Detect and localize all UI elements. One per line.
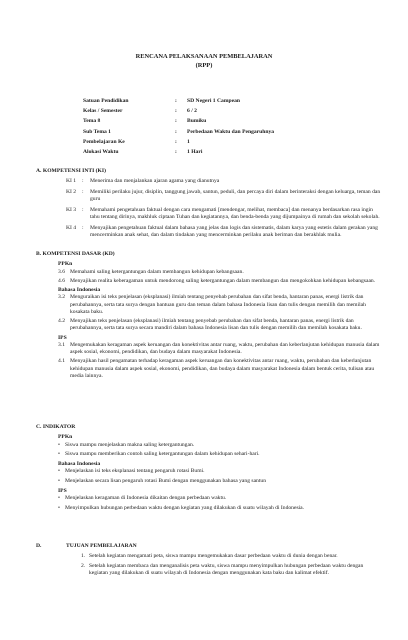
ki-code: KI 2 <box>66 189 77 196</box>
info-row-kelas <box>83 108 367 118</box>
subject-heading: Bahasa Indonesia <box>58 287 101 294</box>
info-value: Perbedaan Waktu dan Pengaruhnya <box>187 128 275 135</box>
kd-item <box>58 358 381 380</box>
ki-text: Menerima dan menjalankan ajaran agama yang dianutnya <box>90 178 220 185</box>
info-colon: : <box>175 128 177 135</box>
info-value: Bumiku <box>187 118 207 125</box>
ki-item <box>66 207 381 222</box>
section-kompetensi-dasar <box>36 251 381 382</box>
info-label: Pembelajaran Ke <box>83 138 125 145</box>
indicator-item <box>58 442 381 449</box>
section-title-text: TUJUAN PEMBELAJARAN <box>66 543 137 549</box>
ki-code: KI 3 <box>66 207 77 214</box>
bullet-icon: • <box>58 478 60 485</box>
info-row-alokasi <box>83 149 367 159</box>
ki-colon: : <box>82 207 84 214</box>
goal-item <box>81 553 381 560</box>
kd-item <box>58 294 381 316</box>
section-indikator <box>36 424 381 515</box>
ki-code: KI 4 <box>66 225 77 232</box>
bullet-icon: • <box>58 495 60 502</box>
kd-item <box>58 318 381 333</box>
kd-text: Menguraikan isi teks penjelasan (eksplanasi) ilmiah tentang penyebab perubahan dan sifat benda, hantaran panas, energi listrik dan perubahannya, serta tata surya dengan bantuan guru dan teman dalam bahasa Indonesia lisan dan tulis dengan memilih dan memilah kosakata baku. <box>70 294 366 315</box>
info-row-subtema <box>83 129 367 139</box>
info-label: Tema 8 <box>83 118 101 125</box>
subject-heading: Bahasa Indonesia <box>58 461 101 468</box>
ki-colon: : <box>82 225 84 232</box>
kd-code: 3.1 <box>58 341 65 348</box>
subject-heading: PPKn <box>58 261 73 268</box>
ki-item <box>66 225 381 240</box>
document-subtitle: (RPP) <box>195 62 213 69</box>
bullet-icon: • <box>58 504 60 511</box>
goal-number: 1. <box>81 553 86 560</box>
kd-text: Menyajikan hasil pengamatan terhadap keragaman aspek keruangan dan konektivitas antar ruang, waktu, perubahan dan keberlanjutan kehidupan manusia dalam aspek sosial, ekonomi, pendidikan, dan budaya dalam masyarakat Indonesia dalam bentuk cerita, tulisan atau media lainnya. <box>70 358 375 379</box>
kd-text: Menyajikan realita keberagaman untuk mendorong saling ketergantungan dalam membangun dan mengokohkan kehidupan kebangsaan. <box>70 277 376 284</box>
document-title: RENCANA PELAKSANAAN PEMBELAJARAN <box>135 53 273 60</box>
kd-text: Memahami saling ketergantungan dalam membangun kehidupan kebangsaan. <box>70 268 244 275</box>
kd-code: 4.1 <box>58 358 65 365</box>
indicator-text: Menjelaskan secara lisan pengaruh rotasi Bumi dengan menggunakan bahasa yang santun <box>65 478 267 485</box>
indicator-item <box>58 505 381 512</box>
ki-item <box>66 178 381 185</box>
bullet-icon: • <box>58 451 60 458</box>
kd-text: Mengemukakan keragaman aspek keruangan dan konektivitas antar ruang, waktu, perubahan dan keberlanjutan kehidupan manusia dalam aspek sosial, ekonomi, pendidikan, dan budaya dalam masyarakat Indonesia. <box>70 341 380 356</box>
indicator-item <box>58 478 381 485</box>
kd-code: 3.2 <box>58 294 65 301</box>
section-title: C. INDIKATOR <box>36 424 76 430</box>
ki-item <box>66 189 381 204</box>
info-row-satuan <box>83 98 367 108</box>
info-label: Satuan Pendidikan <box>83 98 129 104</box>
section-title: B. KOMPETENSI DASAR (KD) <box>36 251 115 257</box>
info-value: 6 / 2 <box>187 108 197 115</box>
ki-text: Memahami pengetahuan faktual dengan cara mengamati [mendengar, melihat, membaca] dan menanya berdasarkan rasa ingin tahu tentang dirinya, makhluk ciptaan Tuhan dan kegiatannya, dan benda-benda yang dijumpainya di rumah dan sekolah sekolah. <box>90 207 380 221</box>
info-value: 1 <box>187 138 190 145</box>
info-value: SD Negeri 1 Campean <box>187 98 240 104</box>
identity-table <box>83 98 367 159</box>
indicator-text: Siswa mampu menjelaskan makna saling ketergantungan. <box>65 441 195 448</box>
kd-item <box>58 269 381 276</box>
indicator-text: Menjelaskan isi teks eksplanasi tentang pengaruh rotasi Bumi. <box>65 468 205 475</box>
kd-text: Menyajikan teks penjelasan (eksplanasi) ilmiah tentang penyebab perubahan dan sifat benda, hantaran panas, energi listrik dan perubahannya, serta tata surya secara mandiri dalam bahasa Indonesia lisan dan tulis dengan memilih dan memilah kosakata baku. <box>70 318 362 332</box>
ki-colon: : <box>82 189 84 196</box>
goal-item <box>81 563 381 578</box>
indicator-text: Siswa mampu memberikan contoh saling ketergantungan dalam kehidupan sehari-hari. <box>65 451 260 458</box>
info-row-pembelajaran <box>83 139 367 149</box>
info-colon: : <box>175 108 177 115</box>
goal-text: Setelah kegiatan mengamati peta, siswa mampu mengemukakan dasar perbedaan waktu di dunia dengan benar. <box>89 553 338 560</box>
info-label: Sub Tema 1 <box>83 128 111 135</box>
info-label: Kelas / Semester <box>83 108 123 115</box>
info-value: 1 Hari <box>187 148 203 155</box>
kd-item <box>58 278 381 285</box>
section-tujuan <box>36 543 381 580</box>
subject-heading: PPKn <box>58 434 73 441</box>
info-row-tema <box>83 118 367 128</box>
kd-code: 4.2 <box>58 318 65 325</box>
indicator-text: Menyimpulkan hubungan perbedaan waktu dengan kegiatan yang dilakukan di suatu wilayah di Indonesia. <box>65 504 305 511</box>
kd-code: 4.6 <box>58 277 65 284</box>
goal-number: 2. <box>81 563 86 570</box>
info-colon: : <box>175 118 177 125</box>
section-letter: D. <box>36 543 42 549</box>
ki-code: KI 1 <box>66 178 77 185</box>
bullet-icon: • <box>58 468 60 475</box>
section-kompetensi-inti <box>36 168 381 243</box>
subject-heading: IPS <box>58 334 67 341</box>
ki-text: Menyajikan pengetahuan faktual dalam bahasa yang jelas dan logis dan sistematis, dalam karya yang estetis dalam gerakan yang mencerminkan anak sehat, dan dalam tindakan yang mencerminkan perilaku anak beriman dan berakhlak mulia. <box>90 225 378 239</box>
ki-colon: : <box>82 178 84 185</box>
section-title: A. KOMPETENSI INTI (KI) <box>36 168 106 174</box>
goal-text: Setelah kegiatan membaca dan menganalisis peta waktu, siswa mampu menyimpulkan hubungan perbedaan waktu dengan kegiatan yang dilakukan di suatu wilayah di Indonesia dengan menggunakan kata baku dan kalimat efektif. <box>89 563 364 577</box>
subject-heading: IPS <box>58 487 67 494</box>
ki-text: Memiliki perilaku jujur, disiplin, tanggung jawab, santun, peduli, dan percaya diri dalam berinteraksi dengan keluarga, teman dan guru <box>90 189 381 203</box>
kd-code: 3.6 <box>58 268 65 275</box>
section-title <box>36 543 381 550</box>
info-colon: : <box>175 138 177 145</box>
info-label: Alokasi Waktu <box>83 148 119 155</box>
indicator-item <box>58 468 381 475</box>
info-colon: : <box>175 98 177 104</box>
indicator-item <box>58 451 381 458</box>
indicator-item <box>58 495 381 502</box>
info-colon: : <box>175 148 177 155</box>
indicator-text: Menjelaskan keragaman di Indonesia dikaitan dengan perbedaan waktu. <box>65 495 227 502</box>
bullet-icon: • <box>58 441 60 448</box>
kd-item <box>58 342 381 357</box>
